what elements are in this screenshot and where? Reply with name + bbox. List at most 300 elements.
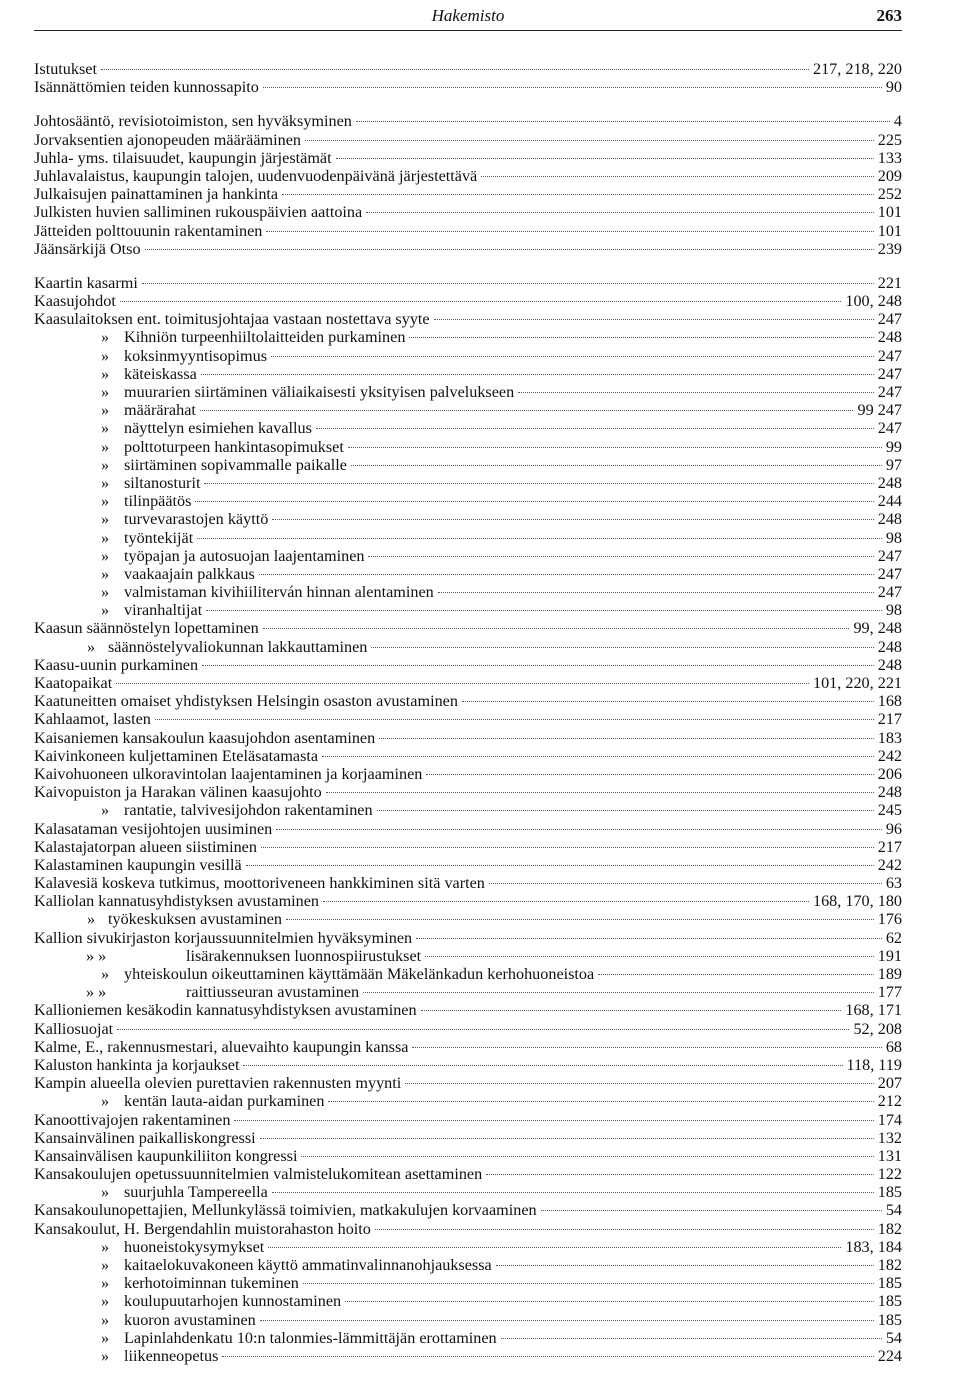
entry-pages: 99, 248: [853, 619, 902, 638]
entry-text: Lapinlahdenkatu 10:n talonmies-lämmittäjän erottaminen: [124, 1328, 497, 1347]
dot-leader: [598, 974, 874, 975]
dot-leader: [200, 410, 854, 411]
index-entry: [34, 1111, 902, 1129]
index-entry: [34, 456, 902, 474]
index-entry: [34, 765, 902, 783]
entry-text: Kaivopuiston ja Harakan välinen kaasujohto: [34, 783, 322, 802]
entry-pages: 191: [877, 946, 902, 965]
index-entry: [34, 492, 902, 510]
entry-pages: 247: [877, 310, 902, 329]
dot-leader: [541, 1210, 882, 1211]
index-entry: [34, 747, 902, 765]
dot-leader: [412, 1047, 881, 1048]
entry-text: Kahlaamot, lasten: [34, 710, 151, 729]
entry-text: Kalliosuojat: [34, 1019, 114, 1038]
entry-pages: 99 247: [857, 401, 902, 420]
entry-text: Istutukset: [34, 60, 97, 78]
entry-pages: 98: [885, 601, 902, 620]
dot-leader: [120, 301, 842, 302]
entry-text: Kihniön turpeenhiiltolaitteiden purkaminen: [124, 328, 406, 347]
index-entry: [34, 965, 902, 983]
dot-leader: [260, 1138, 874, 1139]
entry-pages: 206: [877, 764, 902, 783]
index-entry: [34, 131, 902, 149]
entry-text: Kaluston hankinta ja korjaukset: [34, 1055, 240, 1074]
entry-text: Isännättömien teiden kunnossapito: [34, 78, 259, 97]
ditto-mark: »: [100, 1346, 110, 1365]
dot-leader: [316, 428, 874, 429]
dot-leader: [489, 883, 882, 884]
entry-text: kaitaelokuvakoneen käyttö ammatinvalinnanohjauksessa: [124, 1256, 492, 1274]
index-entry: [34, 1347, 902, 1365]
entry-text: työntekijät: [124, 528, 194, 547]
index-entry: [34, 874, 902, 892]
dot-leader: [323, 901, 809, 902]
entry-text: näyttelyn esimiehen kavallus: [124, 419, 312, 438]
entry-pages: 247: [877, 546, 902, 565]
index-entry: [34, 185, 902, 203]
entry-pages: 182: [877, 1219, 902, 1238]
entry-pages: 239: [877, 239, 902, 258]
dot-leader: [261, 847, 874, 848]
entry-text: Kaasu-uunin purkaminen: [34, 655, 199, 674]
dot-leader: [116, 683, 809, 684]
dot-leader: [276, 829, 882, 830]
index-entry: [34, 149, 902, 167]
entry-text: Kalavesiä koskeva tutkimus, moottoriveneen hankkiminen sitä varten: [34, 874, 485, 893]
page-header: [34, 4, 902, 31]
ditto-mark: »: [100, 1256, 110, 1274]
index-entry: [34, 1129, 902, 1147]
entry-text: muurarien siirtäminen väliaikaisesti yksityisen palvelukseen: [124, 383, 515, 401]
index-section: [34, 112, 902, 258]
dot-leader: [243, 1065, 842, 1066]
dot-leader: [425, 956, 874, 957]
index-entry: [34, 347, 902, 365]
entry-text: Kansainvälisen kaupunkiliiton kongressi: [34, 1146, 298, 1165]
entry-pages: 131: [877, 1146, 902, 1165]
dot-leader: [421, 1010, 842, 1011]
ditto-mark: » »: [86, 946, 107, 965]
dot-leader: [246, 865, 874, 866]
ditto-mark: »: [100, 1183, 110, 1202]
index-entry: [34, 929, 902, 947]
entry-text: Kallion sivukirjaston korjaussuunnitelmien hyväksyminen: [34, 928, 413, 947]
ditto-mark: »: [100, 401, 110, 420]
dot-leader: [303, 1283, 874, 1284]
dot-leader: [375, 1229, 874, 1230]
dot-leader: [486, 1174, 874, 1175]
entry-pages: 247: [877, 346, 902, 365]
entry-text: suurjuhla Tampereella: [124, 1183, 268, 1202]
dot-leader: [371, 647, 873, 648]
dot-leader: [155, 719, 874, 720]
entry-pages: 54: [885, 1201, 902, 1220]
dot-leader: [259, 574, 874, 575]
entry-text: turvevarastojen käyttö: [124, 510, 269, 529]
index-entry: [34, 365, 902, 383]
entry-pages: 98: [885, 528, 902, 547]
index-entry: [34, 222, 902, 240]
entry-text: Kalme, E., rakennusmestari, aluevaihto kaupungin kanssa: [34, 1037, 409, 1056]
dot-leader: [368, 556, 873, 557]
index-entry: [34, 1056, 902, 1074]
index-section: [34, 274, 902, 1365]
dot-leader: [272, 1192, 874, 1193]
entry-pages: 174: [877, 1110, 902, 1129]
ditto-mark: »: [100, 965, 110, 983]
entry-text: liikenneopetus: [124, 1346, 219, 1365]
entry-pages: 176: [877, 910, 902, 929]
ditto-mark: »: [100, 383, 110, 401]
index-entry: [34, 1147, 902, 1165]
index-entry: [34, 1292, 902, 1310]
entry-pages: 90: [885, 78, 902, 97]
index-entry: [34, 838, 902, 856]
dot-leader: [462, 701, 874, 702]
entry-text: rantatie, talvivesijohdon rakentaminen: [124, 801, 373, 820]
entry-pages: 189: [877, 965, 902, 983]
entry-text: Kaasujohdot: [34, 292, 116, 311]
entry-text: siirtäminen sopivammalle paikalle: [124, 455, 347, 474]
entry-pages: 217, 218, 220: [812, 60, 902, 78]
entry-pages: 224: [877, 1346, 902, 1365]
entry-text: Kalastajatorpan alueen siistiminen: [34, 837, 257, 856]
entry-pages: 101: [877, 203, 902, 222]
index-entry: [34, 547, 902, 565]
entry-text: kuoron avustaminen: [124, 1310, 256, 1329]
index-entry: [34, 1329, 902, 1347]
index-entry: [34, 510, 902, 528]
entry-pages: 252: [877, 185, 902, 204]
index-entry: [34, 1274, 902, 1292]
dot-leader: [197, 538, 882, 539]
entry-text: Julkisten huvien salliminen rukouspäivien aattoina: [34, 203, 363, 222]
index-entry: [34, 1201, 902, 1219]
entry-pages: 247: [877, 583, 902, 602]
entry-text: Kaartin kasarmi: [34, 273, 138, 292]
index-entry: [34, 1183, 902, 1201]
index-entry: [34, 438, 902, 456]
entry-pages: 245: [877, 801, 902, 820]
entry-text: Kanoottivajojen rakentaminen: [34, 1110, 231, 1129]
dot-leader: [379, 738, 874, 739]
entry-text: Kaivinkoneen kuljettaminen Eteläsatamasta: [34, 746, 319, 765]
entry-pages: 101, 220, 221: [812, 674, 902, 692]
entry-pages: 244: [877, 492, 902, 511]
entry-pages: 63: [885, 874, 902, 893]
ditto-mark: »: [100, 419, 110, 438]
index-entry: [34, 983, 902, 1001]
entry-text: Johtosääntö, revisiotoimiston, sen hyväksyminen: [34, 112, 352, 131]
entry-pages: 118, 119: [846, 1055, 902, 1074]
entry-text: tilinpäätös: [124, 492, 192, 511]
entry-text: kerhotoiminnan tukeminen: [124, 1274, 299, 1293]
dot-leader: [366, 212, 874, 213]
entry-pages: 221: [877, 273, 902, 292]
dot-leader: [142, 283, 874, 284]
index-entry: [34, 310, 902, 328]
entry-text: työkeskuksen avustaminen: [108, 910, 282, 929]
entry-pages: 248: [877, 655, 902, 674]
entry-pages: 168: [877, 692, 902, 711]
entry-pages: 248: [877, 473, 902, 492]
dot-leader: [195, 501, 873, 502]
dot-leader: [234, 1120, 873, 1121]
index-entry: [34, 401, 902, 419]
index-entry: [34, 656, 902, 674]
entry-text: Juhla- yms. tilaisuudet, kaupungin järjestämät: [34, 148, 332, 167]
entry-pages: 68: [885, 1037, 902, 1056]
entry-pages: 185: [877, 1310, 902, 1329]
dot-leader: [301, 1156, 873, 1157]
index-entry: [34, 274, 902, 292]
ditto-mark: »: [86, 637, 96, 656]
entry-text: käteiskassa: [124, 364, 197, 383]
index-entry: [34, 910, 902, 928]
dot-leader: [282, 194, 874, 195]
entry-text: raittiusseuran avustaminen: [186, 983, 360, 1002]
dot-leader: [271, 356, 874, 357]
dot-leader: [328, 1101, 873, 1102]
entry-text: Kaivohuoneen ulkoravintolan laajentaminen ja korjaaminen: [34, 764, 423, 783]
page-number: 263: [876, 6, 902, 25]
index-entry: [34, 474, 902, 492]
entry-pages: 132: [877, 1128, 902, 1147]
entry-text: työpajan ja autosuojan laajentaminen: [124, 546, 365, 565]
entry-pages: 247: [877, 364, 902, 383]
entry-text: koksinmyyntisopimus: [124, 346, 268, 365]
ditto-mark: »: [100, 1092, 110, 1111]
index-entry: [34, 820, 902, 838]
dot-leader: [426, 774, 873, 775]
index-entry: [34, 583, 902, 601]
index-entry: [34, 601, 902, 619]
index-entry: [34, 1256, 902, 1274]
entry-pages: 99: [885, 437, 902, 456]
ditto-mark: »: [100, 1237, 110, 1256]
entry-pages: 242: [877, 746, 902, 765]
entry-pages: 248: [877, 637, 902, 656]
entry-pages: 122: [877, 1165, 902, 1184]
dot-leader: [204, 483, 873, 484]
index-entry: [34, 328, 902, 346]
index-entry: [34, 856, 902, 874]
dot-leader: [336, 158, 874, 159]
ditto-mark: »: [100, 346, 110, 365]
entry-pages: 168, 170, 180: [812, 892, 902, 911]
dot-leader: [377, 810, 874, 811]
dot-leader: [405, 1083, 873, 1084]
dot-leader: [263, 628, 850, 629]
entry-pages: 133: [877, 148, 902, 167]
entry-pages: 209: [877, 166, 902, 185]
entry-pages: 242: [877, 855, 902, 874]
entry-pages: 185: [877, 1292, 902, 1311]
entry-text: siltanosturit: [124, 473, 201, 492]
entry-pages: 248: [877, 783, 902, 802]
index-entry: [34, 619, 902, 637]
ditto-mark: »: [100, 364, 110, 383]
index-entry: [34, 1311, 902, 1329]
ditto-mark: »: [100, 528, 110, 547]
entry-pages: 207: [877, 1074, 902, 1093]
index-entry: [34, 729, 902, 747]
ditto-mark: »: [86, 910, 96, 929]
dot-leader: [201, 374, 874, 375]
ditto-mark: » »: [86, 983, 107, 1002]
entry-pages: 247: [877, 383, 902, 401]
entry-pages: 52, 208: [853, 1019, 902, 1038]
ditto-mark: »: [100, 583, 110, 602]
entry-text: yhteiskoulun oikeuttaminen käyttämään Mäkelänkadun kerhohuoneistoa: [124, 965, 595, 983]
ditto-mark: »: [100, 492, 110, 511]
index-entry: [34, 1074, 902, 1092]
entry-text: valmistaman kivihiiliterván hinnan alentaminen: [124, 583, 434, 602]
dot-leader: [117, 1029, 849, 1030]
index-entry: [34, 292, 902, 310]
dot-leader: [268, 1247, 841, 1248]
entry-pages: 217: [877, 710, 902, 729]
ditto-mark: »: [100, 437, 110, 456]
ditto-mark: »: [100, 1274, 110, 1293]
entry-text: Jätteiden polttouunin rakentaminen: [34, 221, 263, 240]
index-entry: [34, 947, 902, 965]
dot-leader: [286, 919, 874, 920]
entry-text: Kaisaniemen kansakoulun kaasujohdon asentaminen: [34, 728, 376, 747]
entry-text: lisärakennuksen luonnospiirustukset: [186, 946, 422, 965]
entry-pages: 247: [877, 564, 902, 583]
index-entry: [34, 692, 902, 710]
entry-pages: 4: [893, 112, 902, 131]
dot-leader: [272, 519, 873, 520]
index-entry: [34, 1020, 902, 1038]
entry-pages: 248: [877, 510, 902, 529]
index-section: [34, 60, 902, 96]
ditto-mark: »: [100, 1328, 110, 1347]
entry-pages: 97: [885, 455, 902, 474]
entry-pages: 168, 171: [845, 1001, 902, 1020]
entry-pages: 185: [877, 1183, 902, 1202]
ditto-mark: »: [100, 1310, 110, 1329]
index-entry: [34, 638, 902, 656]
entry-text: Kaatopaikat: [34, 674, 113, 692]
dot-leader: [416, 938, 882, 939]
entry-text: koulupuutarhojen kunnostaminen: [124, 1292, 342, 1311]
dot-leader: [101, 69, 809, 70]
dot-leader: [438, 592, 874, 593]
dot-leader: [496, 1265, 874, 1266]
entry-pages: 177: [877, 983, 902, 1002]
index-entry: [34, 78, 902, 96]
index-entry: [34, 783, 902, 801]
entry-text: Kalliolan kannatusyhdistyksen avustaminen: [34, 892, 320, 911]
dot-leader: [322, 756, 874, 757]
dot-leader: [481, 176, 873, 177]
index-entry: [34, 674, 902, 692]
entry-text: vaakaajain palkkaus: [124, 564, 255, 583]
entry-text: Kaasun säännöstelyn lopettaminen: [34, 619, 259, 638]
index-entry: [34, 1165, 902, 1183]
index-entry: [34, 1092, 902, 1110]
entry-pages: 100, 248: [845, 292, 902, 311]
index-body: [34, 60, 902, 1381]
entry-pages: 101: [877, 221, 902, 240]
ditto-mark: »: [100, 546, 110, 565]
entry-text: polttoturpeen hankintasopimukset: [124, 437, 344, 456]
dot-leader: [263, 87, 882, 88]
entry-pages: 183, 184: [845, 1237, 902, 1256]
index-entry: [34, 240, 902, 258]
dot-leader: [202, 665, 874, 666]
dot-leader: [351, 465, 882, 466]
dot-leader: [409, 337, 873, 338]
dot-leader: [222, 1356, 873, 1357]
dot-leader: [145, 249, 874, 250]
ditto-mark: »: [100, 801, 110, 820]
index-entry: [34, 383, 902, 401]
dot-leader: [305, 140, 874, 141]
entry-text: Kansakoulujen opetussuunnitelmien valmistelukomitean asettaminen: [34, 1165, 483, 1184]
index-entry: [34, 60, 902, 78]
entry-pages: 182: [877, 1256, 902, 1274]
entry-text: Kalasataman vesijohtojen uusiminen: [34, 819, 273, 838]
entry-text: Kalastaminen kaupungin vesillä: [34, 855, 242, 874]
entry-text: huoneistokysymykset: [124, 1237, 265, 1256]
entry-text: Julkaisujen painattaminen ja hankinta: [34, 185, 279, 204]
dot-leader: [260, 1320, 874, 1321]
entry-text: säännöstelyvaliokunnan lakkauttaminen: [108, 637, 368, 656]
dot-leader: [434, 319, 874, 320]
index-entry: [34, 1220, 902, 1238]
entry-text: Jäänsärkijä Otso: [34, 239, 141, 258]
entry-text: määrärahat: [124, 401, 196, 420]
entry-pages: 248: [877, 328, 902, 347]
index-entry: [34, 167, 902, 185]
entry-pages: 212: [877, 1092, 902, 1111]
ditto-mark: »: [100, 1292, 110, 1311]
entry-text: Kansainvälinen paikalliskongressi: [34, 1128, 256, 1147]
dot-leader: [206, 610, 882, 611]
dot-leader: [326, 792, 874, 793]
index-entry: [34, 801, 902, 819]
index-entry: [34, 419, 902, 437]
dot-leader: [356, 121, 890, 122]
entry-pages: 185: [877, 1274, 902, 1293]
entry-text: viranhaltijat: [124, 601, 203, 620]
index-entry: [34, 1038, 902, 1056]
entry-text: Kaasulaitoksen ent. toimitusjohtajaa vastaan nostettava syyte: [34, 310, 430, 329]
entry-text: Kaatuneitten omaiset yhdistyksen Helsingin osaston avustaminen: [34, 692, 458, 711]
dot-leader: [266, 231, 873, 232]
entry-pages: 225: [877, 130, 902, 149]
entry-text: Kansakoulunopettajien, Mellunkylässä toimivien, matkakulujen korvaaminen: [34, 1201, 537, 1220]
entry-pages: 217: [877, 837, 902, 856]
entry-text: Jorvaksentien ajonopeuden määrääminen: [34, 130, 301, 149]
entry-text: kentän lauta-aidan purkaminen: [124, 1092, 325, 1111]
ditto-mark: »: [100, 455, 110, 474]
index-entry: [34, 203, 902, 221]
entry-pages: 62: [885, 928, 902, 947]
running-title: Hakemisto: [431, 6, 505, 25]
entry-text: Kampin alueella olevien purettavien rakennusten myynti: [34, 1074, 402, 1093]
dot-leader: [501, 1338, 882, 1339]
ditto-mark: »: [100, 564, 110, 583]
entry-pages: 54: [885, 1328, 902, 1347]
index-entry: [34, 1001, 902, 1019]
dot-leader: [348, 447, 882, 448]
dot-leader: [345, 1301, 874, 1302]
